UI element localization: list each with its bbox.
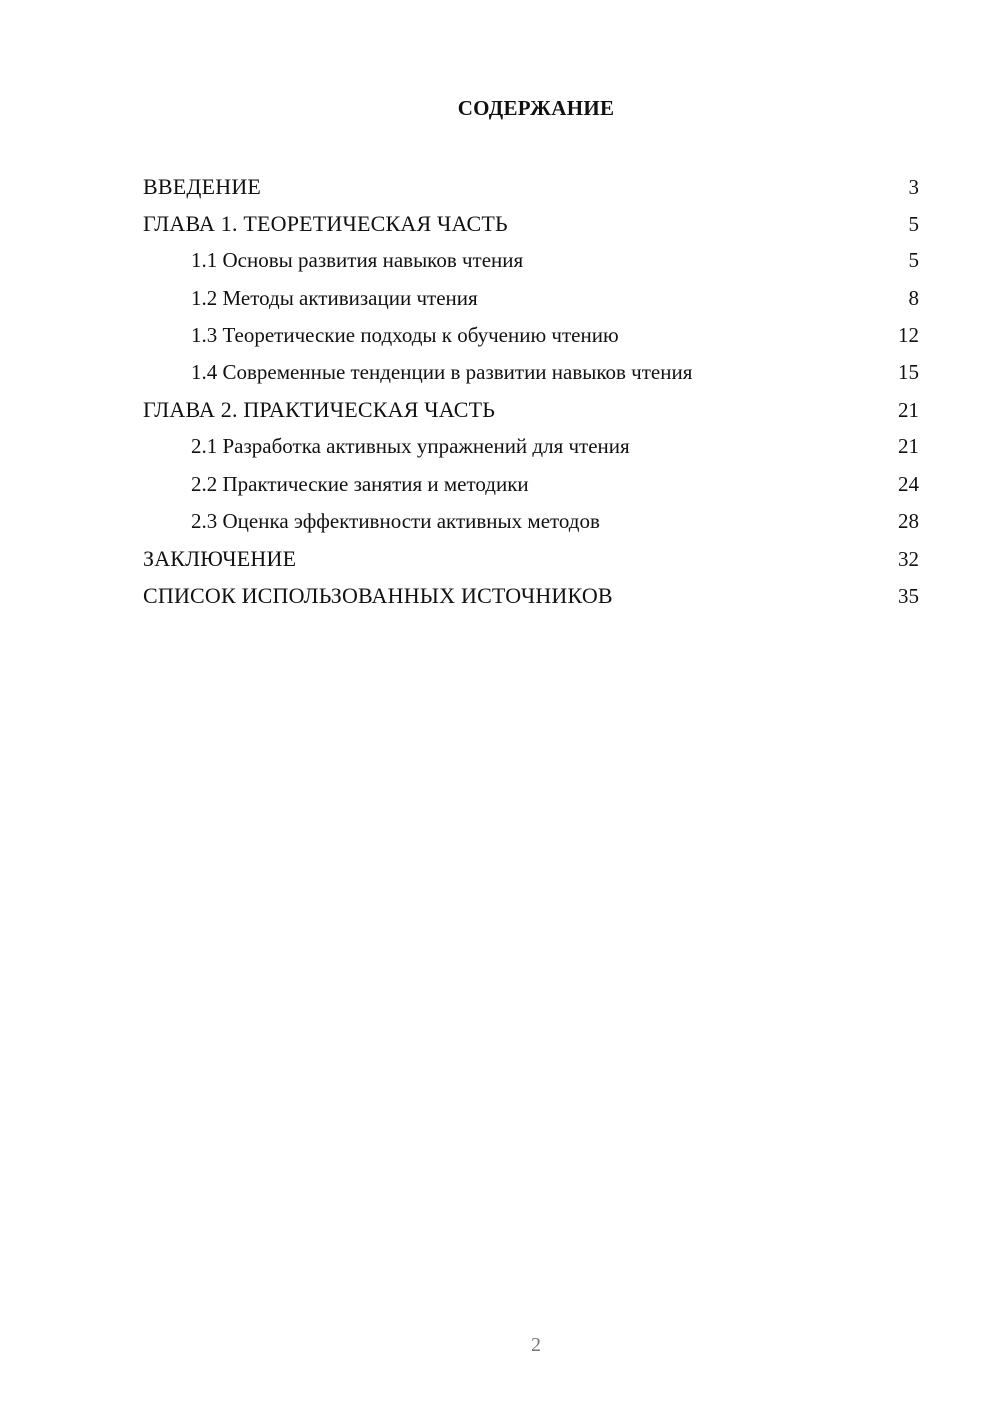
toc-entry-label: 1.2 Методы активизации чтения	[191, 285, 478, 310]
toc-entry-label: ГЛАВА 2. ПРАКТИЧЕСКАЯ ЧАСТЬ	[143, 397, 496, 423]
toc-entry-label: 2.3 Оценка эффективности активных методов	[191, 508, 600, 533]
toc-entry-section-1-1	[143, 242, 919, 279]
toc-entry-label: ЗАКЛЮЧЕНИЕ	[143, 545, 297, 571]
toc-entry-page: 8	[908, 285, 919, 310]
toc-entry-section-1-2	[143, 280, 919, 317]
toc-entry-section-1-3	[143, 317, 919, 354]
toc-entry-conclusion	[143, 540, 919, 577]
toc-entry-label: СПИСОК ИСПОЛЬЗОВАННЫХ ИСТОЧНИКОВ	[143, 583, 613, 609]
toc-entry-label: 1.4 Современные тенденции в развитии навыков чтения	[191, 359, 693, 384]
toc-entry-page: 32	[898, 546, 919, 571]
toc-entry-page: 21	[898, 434, 919, 459]
page-number: 2	[531, 1334, 541, 1356]
toc-entry-label: 2.2 Практические занятия и методики	[191, 471, 529, 496]
toc-entry-page: 15	[898, 359, 919, 384]
toc-entry-label: 1.1 Основы развития навыков чтения	[191, 248, 524, 273]
toc-entry-page: 24	[898, 471, 919, 496]
toc-entry-section-1-4	[143, 354, 919, 391]
toc-entry-chapter-1	[143, 205, 919, 242]
toc-entry-page: 28	[898, 508, 919, 533]
toc-entry-page: 12	[898, 322, 919, 347]
toc-entry-section-2-1	[143, 428, 919, 465]
toc-entry-page: 5	[908, 212, 919, 237]
table-of-contents	[143, 168, 919, 614]
toc-entry-label: 2.1 Разработка активных упражнений для чтения	[191, 434, 630, 459]
toc-entry-label: 1.3 Теоретические подходы к обучению чтению	[191, 322, 619, 347]
toc-entry-label: ВВЕДЕНИЕ	[143, 174, 262, 199]
toc-entry-page: 21	[898, 398, 919, 423]
toc-title: СОДЕРЖАНИЕ	[457, 96, 615, 120]
toc-entry-page: 35	[898, 584, 919, 609]
toc-entry-references	[143, 577, 919, 614]
toc-entry-section-2-2	[143, 466, 919, 503]
toc-entry-introduction	[143, 168, 919, 205]
toc-entry-label: ГЛАВА 1. ТЕОРЕТИЧЕСКАЯ ЧАСТЬ	[143, 211, 508, 237]
toc-entry-page: 3	[908, 175, 919, 199]
toc-entry-page: 5	[908, 248, 919, 273]
toc-entry-chapter-2	[143, 391, 919, 428]
toc-entry-section-2-3	[143, 503, 919, 540]
